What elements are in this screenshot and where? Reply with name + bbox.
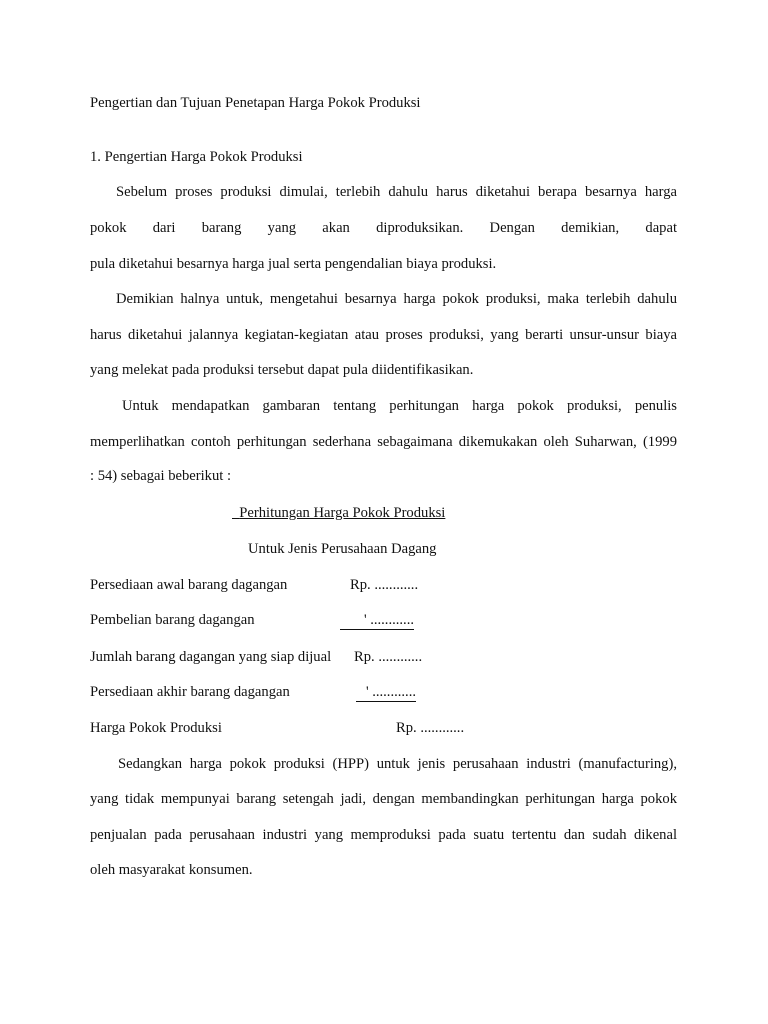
paragraph-1-line-2: pokok dari barang yang akan diproduksikan. Dengan demikian, dapat bbox=[90, 220, 677, 236]
section-heading: 1. Pengertian Harga Pokok Produksi bbox=[90, 149, 303, 165]
paragraph-4-line-1: Sedangkan harga pokok produksi (HPP) untuk jenis perusahaan industri (manufacturing), bbox=[118, 756, 677, 772]
calc-row-label: Persediaan akhir barang dagangan bbox=[90, 684, 290, 700]
paragraph-2-line-2: harus diketahui jalannya kegiatan-kegiatan atau proses produksi, yang berarti unsur-unsur biaya bbox=[90, 327, 677, 343]
calc-row-value: ' ............ bbox=[340, 611, 414, 630]
paragraph-4-line-3: penjualan pada perusahaan industri yang memproduksi pada suatu tertentu dan sudah dikenal bbox=[90, 827, 677, 843]
calc-row-label: Jumlah barang dagangan yang siap dijual bbox=[90, 649, 332, 665]
paragraph-3-line-3: : 54) sebagai beberikut : bbox=[90, 468, 232, 484]
calc-row-label: Harga Pokok Produksi bbox=[90, 720, 222, 736]
calc-row-value: ' ............ bbox=[356, 683, 416, 702]
calc-row-value: Rp. ............ bbox=[354, 649, 423, 665]
paragraph-4-line-4: oleh masyarakat konsumen. bbox=[90, 862, 253, 878]
calc-row-label: Pembelian barang dagangan bbox=[90, 612, 255, 628]
paragraph-3-line-1: Untuk mendapatkan gambaran tentang perhitungan harga pokok produksi, penulis bbox=[122, 398, 677, 414]
paragraph-2-line-3: yang melekat pada produksi tersebut dapat pula diidentifikasikan. bbox=[90, 362, 474, 378]
document-title: Pengertian dan Tujuan Penetapan Harga Pokok Produksi bbox=[90, 95, 421, 111]
calculation-title: Perhitungan Harga Pokok Produksi bbox=[239, 505, 446, 521]
paragraph-1-line-1: Sebelum proses produksi dimulai, terlebih dahulu harus diketahui berapa besarnya harga bbox=[116, 184, 677, 200]
calc-row-label: Persediaan awal barang dagangan bbox=[90, 577, 288, 593]
paragraph-3-line-2: memperlihatkan contoh perhitungan sederhana sebagaimana dikemukakan oleh Suharwan, (1999 bbox=[90, 434, 677, 450]
calculation-subtitle: Untuk Jenis Perusahaan Dagang bbox=[248, 541, 437, 557]
calc-row-value: Rp. ............ bbox=[396, 720, 465, 736]
calc-row-value: Rp. ............ bbox=[350, 577, 419, 593]
paragraph-4-line-2: yang tidak mempunyai barang setengah jadi, dengan membandingkan perhitungan harga pokok bbox=[90, 791, 677, 807]
paragraph-1-line-3: pula diketahui besarnya harga jual serta pengendalian biaya produksi. bbox=[90, 256, 497, 272]
paragraph-2-line-1: Demikian halnya untuk, mengetahui besarnya harga pokok produksi, maka terlebih dahulu bbox=[116, 291, 677, 307]
